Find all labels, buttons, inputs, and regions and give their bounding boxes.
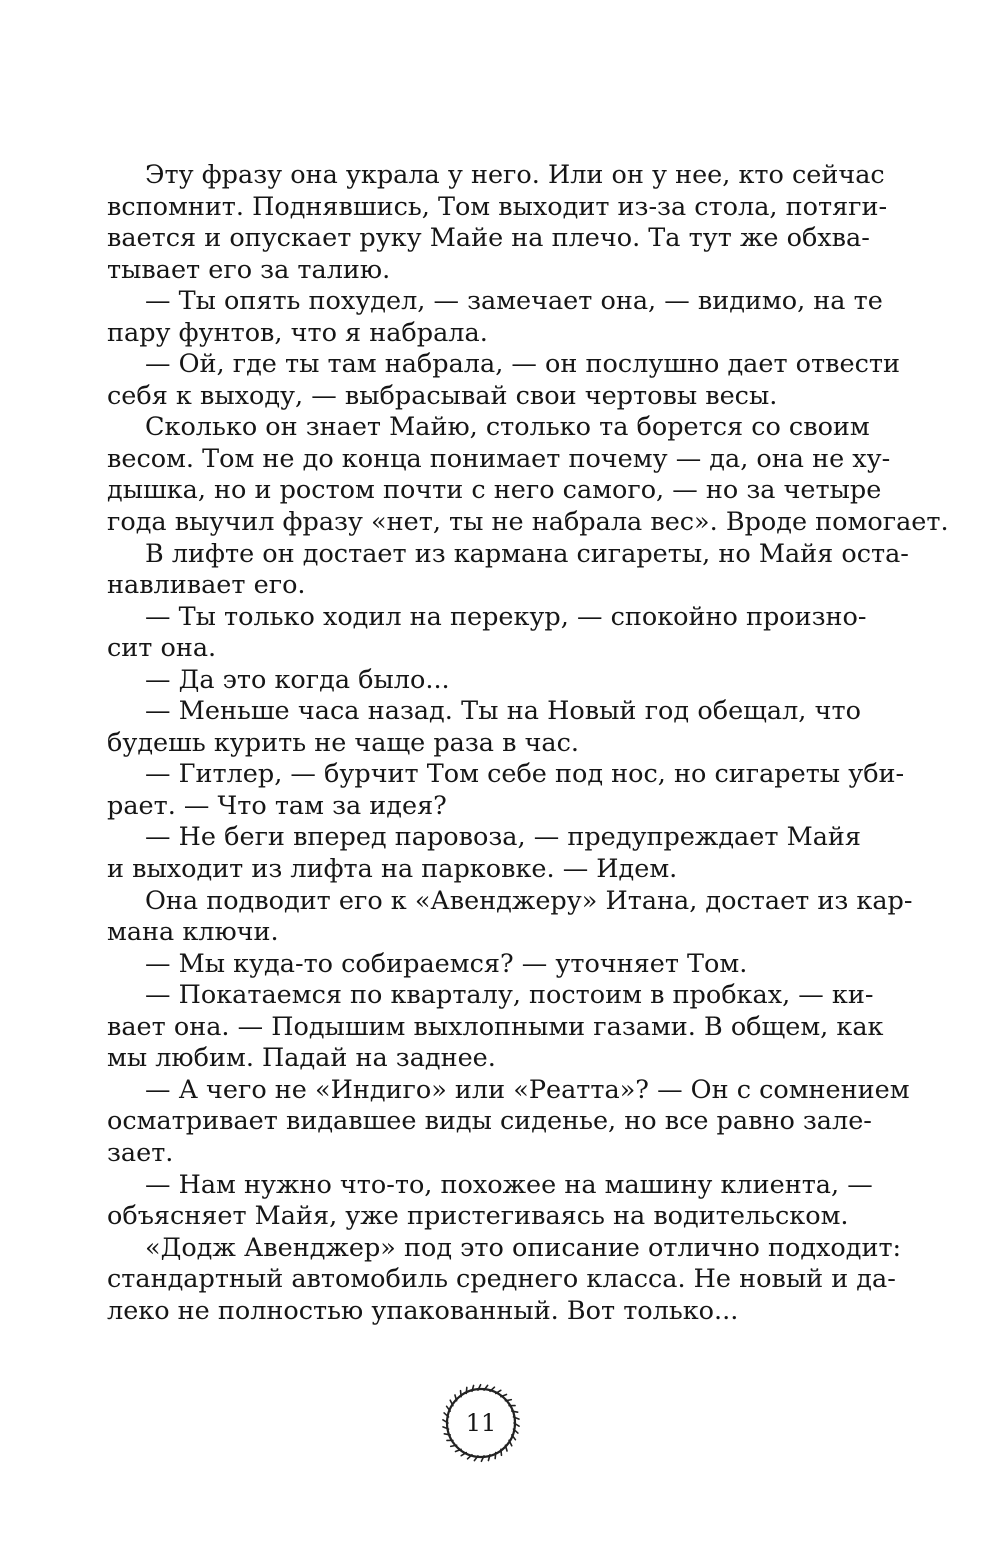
text-line: тывает его за талию.	[107, 254, 391, 285]
text-line: — Меньше часа назад. Ты на Новый год обещал, что	[145, 696, 861, 727]
text-line: мана ключи.	[107, 917, 279, 948]
text-line: пару фунтов, что я набрала.	[107, 317, 488, 348]
body-text	[107, 160, 949, 1327]
text-line: рает. — Что там за идея?	[107, 790, 447, 821]
text-line: себя к выходу, — выбрасывай свои чертовы весы.	[107, 380, 778, 411]
text-line: Сколько он знает Майю, столько та борется со своим	[145, 412, 870, 443]
text-line: навливает его.	[107, 570, 306, 601]
text-line: — Нам нужно что-то, похожее на машину клиента, —	[145, 1169, 873, 1200]
text-line: Эту фразу она украла у него. Или он у нее, кто сейчас	[145, 160, 885, 190]
text-line: — Ты опять похудел, — замечает она, — видимо, на те	[145, 286, 883, 317]
text-line: «Додж Авенджер» под это описание отлично подходит:	[145, 1232, 902, 1263]
text-line: — Не беги вперед паровоза, — предупреждает Майя	[145, 822, 861, 853]
text-line: — Мы куда-то собираемся? — уточняет Том.	[145, 948, 748, 979]
text-line: — Ты только ходил на перекур, — спокойно произно-	[145, 601, 867, 632]
text-line: — А чего не «Индиго» или «Реатта»? — Он с сомнением	[145, 1074, 910, 1105]
text-line: объясняет Майя, уже пристегиваясь на водительском.	[107, 1201, 849, 1232]
text-line: вается и опускает руку Майе на плечо. Та тут же обхва-	[107, 223, 870, 254]
text-line: Она подводит его к «Авенджеру» Итана, достает из кар-	[145, 885, 913, 916]
text-line: года выучил фразу «нет, ты не набрала вес». Вроде помогает.	[107, 507, 949, 538]
text-line: весом. Том не до конца понимает почему — да, она не ху-	[107, 443, 891, 474]
text-line: мы любим. Падай на заднее.	[107, 1043, 496, 1074]
text-line: В лифте он достает из кармана сигареты, но Майя оста-	[145, 538, 909, 569]
text-line: — Покатаемся по кварталу, постоим в пробках, — ки-	[145, 980, 874, 1011]
text-line: — Гитлер, — бурчит Том себе под нос, но сигареты уби-	[145, 759, 905, 790]
text-line: будешь курить не чаще раза в час.	[107, 727, 580, 758]
text-line: вает она. — Подышим выхлопными газами. В общем, как	[107, 1011, 884, 1042]
text-line: дышка, но и ростом почти с него самого, — но за четыре	[107, 475, 882, 506]
text-line: осматривает видавшее виды сиденье, но все равно зале-	[107, 1106, 872, 1137]
text-line: и выходит из лифта на парковке. — Идем.	[107, 854, 678, 885]
text-line: стандартный автомобиль среднего класса. Не новый и да-	[107, 1264, 896, 1295]
text-line: зает.	[107, 1137, 174, 1168]
text-line: — Да это когда было...	[145, 664, 450, 695]
page-number-badge	[440, 1382, 522, 1464]
text-line: вспомнит. Поднявшись, Том выходит из-за стола, потяги-	[107, 191, 888, 222]
text-line: леко не полностью упакованный. Вот только...	[107, 1295, 739, 1326]
page-number: 11	[465, 1409, 497, 1437]
text-line: — Ой, где ты там набрала, — он послушно дает отвести	[145, 349, 900, 380]
text-line: сит она.	[107, 633, 217, 664]
